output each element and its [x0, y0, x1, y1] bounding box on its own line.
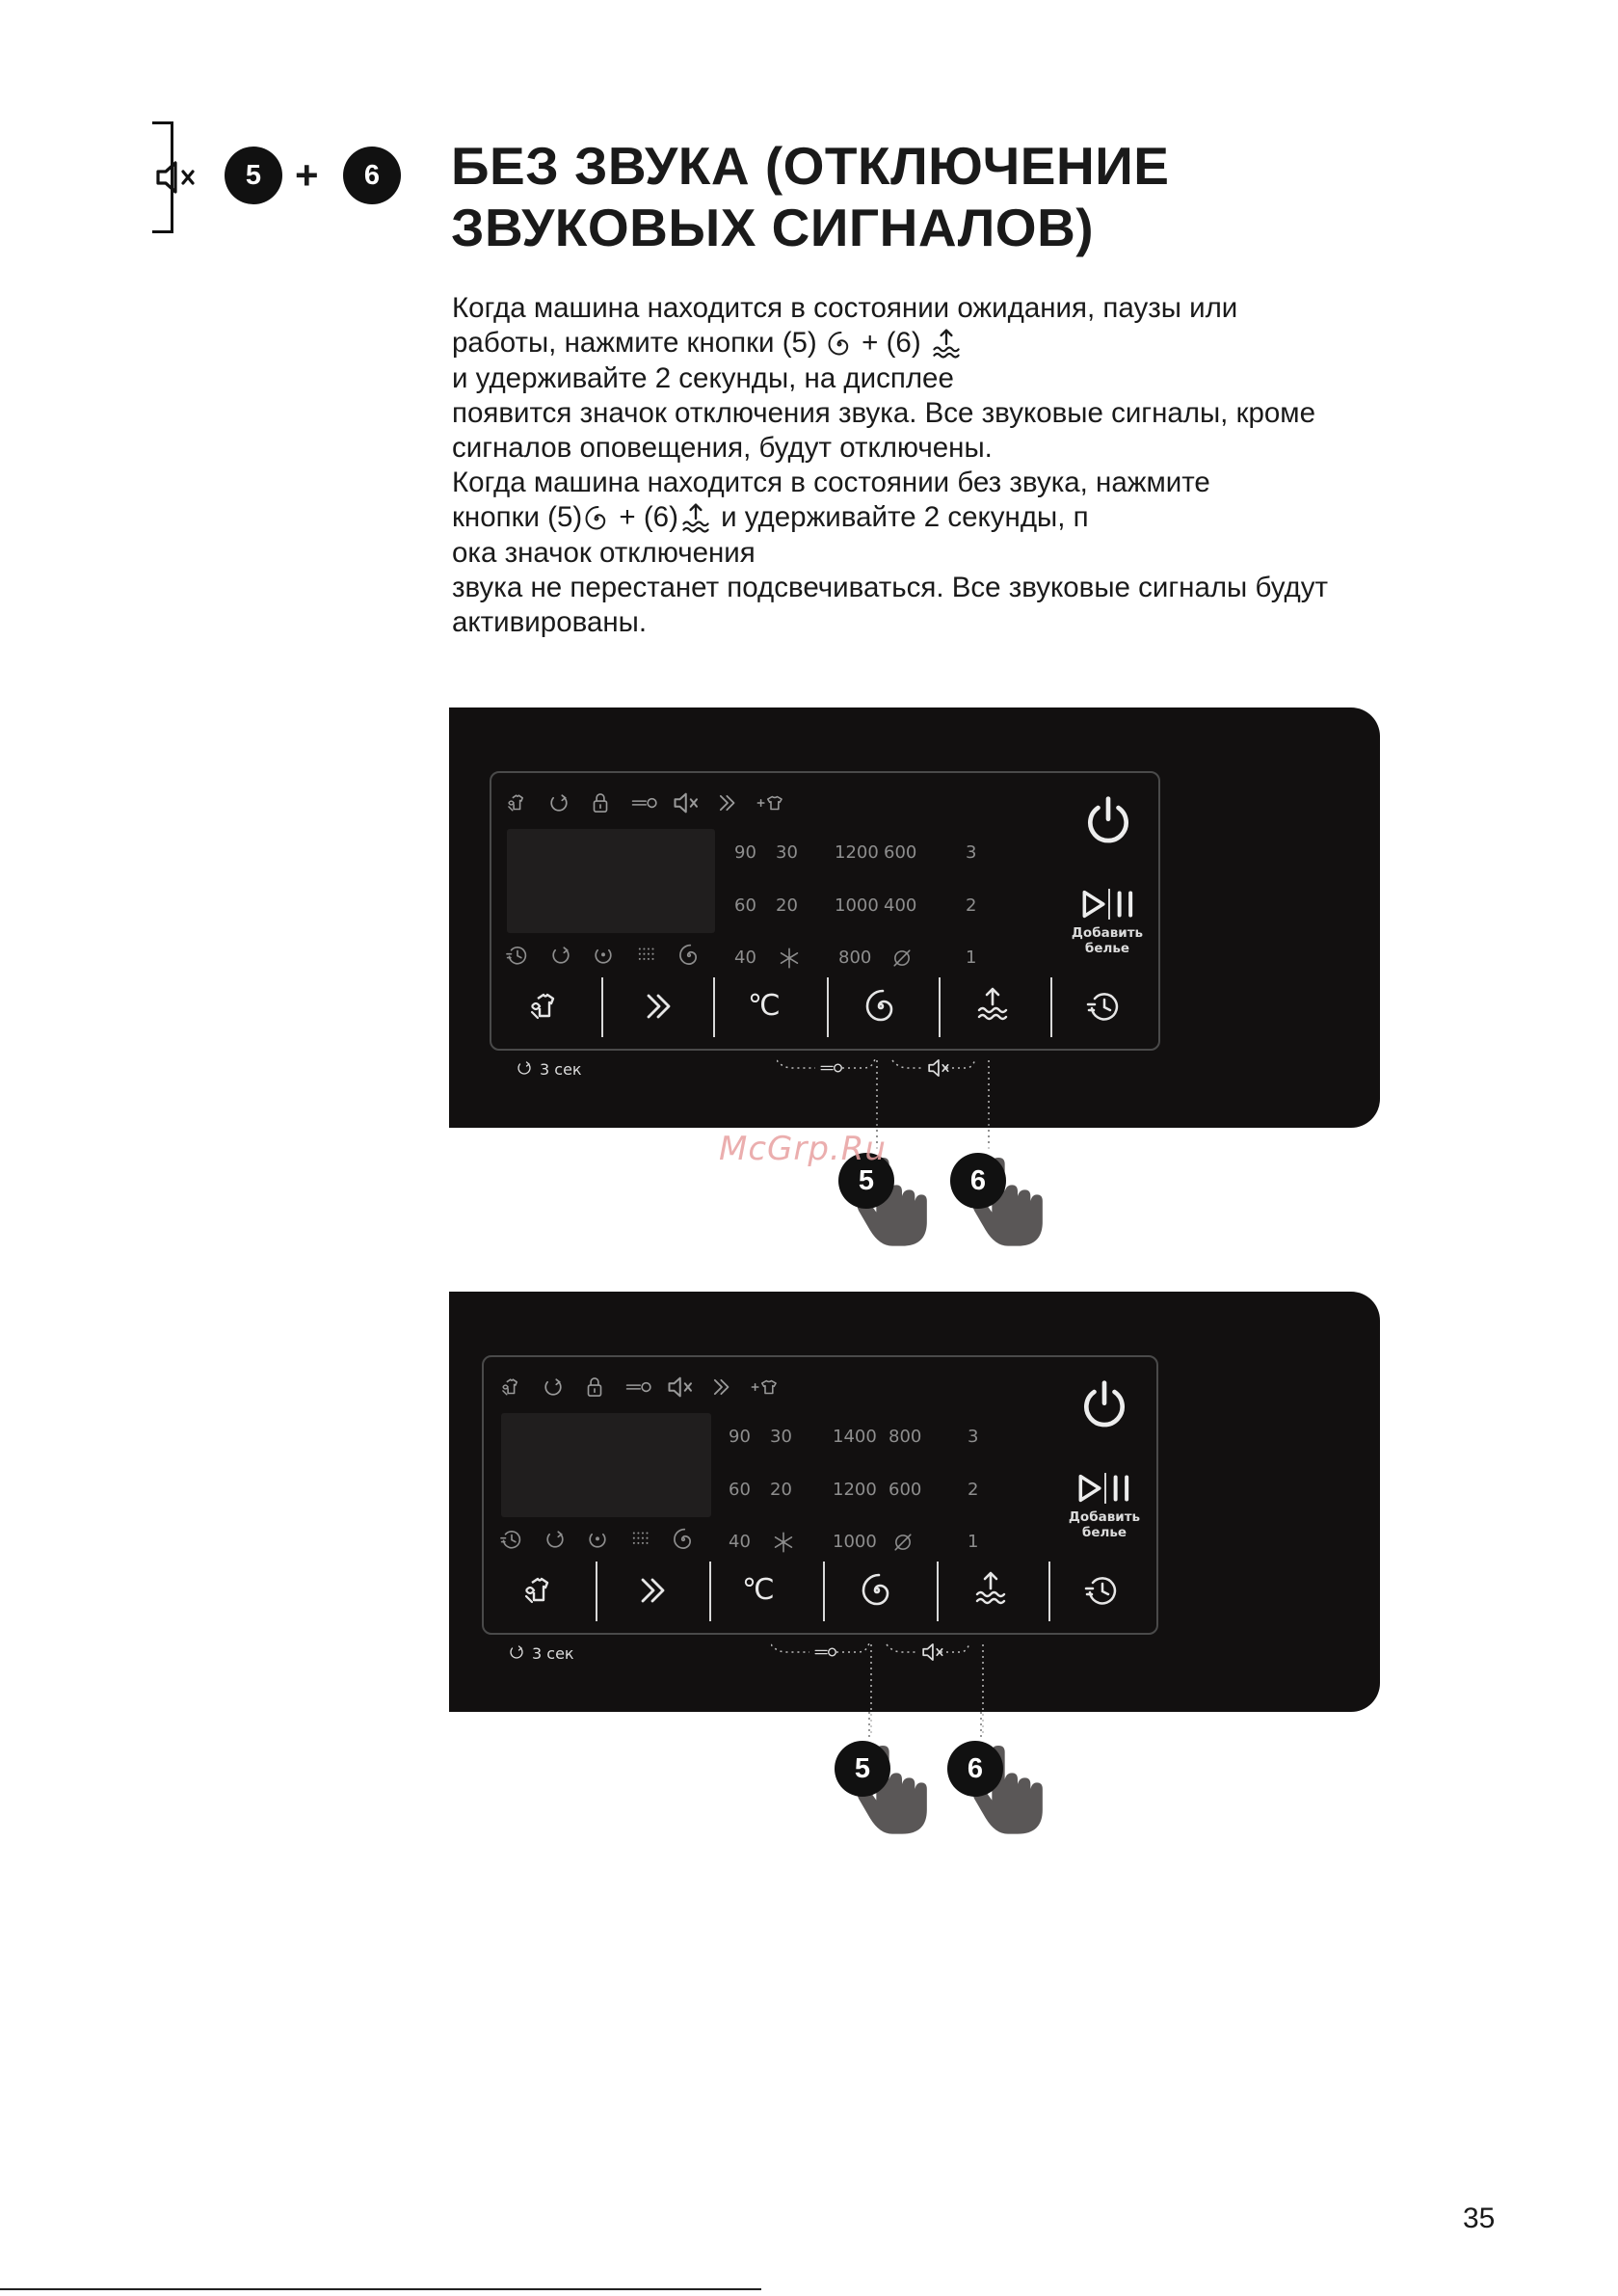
temp-value: 30	[776, 842, 798, 863]
temp-value: 20	[776, 895, 798, 916]
badge-number-6: 6	[343, 147, 401, 204]
cycle-icon	[543, 1527, 568, 1552]
divider	[596, 1562, 597, 1621]
shirt-program-button[interactable]	[526, 987, 565, 1026]
spin-value: 1000	[835, 895, 879, 916]
text-line: и удерживайте 2 секунды, п	[712, 501, 1089, 534]
no-spin-icon	[890, 1530, 915, 1555]
rinse-button-6[interactable]	[971, 1569, 1010, 1608]
guide-continuation	[867, 1118, 1002, 1157]
rinse-value: 3	[968, 1427, 979, 1447]
text-line: сигналов оповещения, будут отключены.	[452, 432, 993, 465]
spin-value: 400	[884, 895, 917, 916]
mute-icon	[921, 1641, 946, 1664]
spiral-icon	[671, 1527, 696, 1552]
text-line: звука не перестанет подсвечиваться. Все звуковые сигналы будут	[452, 572, 1328, 604]
add-label-line: белье	[1081, 1525, 1127, 1540]
mute-icon	[927, 1056, 952, 1080]
mute-icon	[673, 790, 702, 815]
lcd-display	[507, 829, 715, 933]
add-laundry-label	[1049, 925, 1165, 956]
rinse-value: 1	[966, 948, 977, 968]
temp-value: 40	[729, 1532, 751, 1552]
spin-value: 1200	[835, 842, 879, 863]
cycle-icon	[541, 1375, 566, 1400]
snowflake-icon	[777, 946, 802, 971]
shirt-icon	[505, 790, 530, 815]
spin-value: 800	[838, 948, 872, 968]
title-line-1: БЕЗ ЗВУКА (ОТКЛЮЧЕНИЕ	[451, 136, 1170, 196]
rinse-value: 3	[966, 842, 977, 863]
spin-value: 600	[889, 1480, 922, 1500]
cycle-icon	[507, 1642, 526, 1662]
delay-timer-button[interactable]	[1083, 1571, 1122, 1610]
divider	[1050, 977, 1052, 1037]
divider	[939, 977, 941, 1037]
no-spin-icon	[889, 946, 915, 971]
temp-value: 60	[729, 1480, 751, 1500]
finger-number-6: 6	[947, 1741, 1003, 1797]
spiral-icon	[676, 943, 702, 968]
divider	[937, 1562, 939, 1621]
divider	[601, 977, 603, 1037]
options-chevron-button[interactable]	[640, 987, 678, 1026]
chevron-icon	[709, 1375, 734, 1400]
add-label-line: белье	[1084, 941, 1130, 956]
cycle-icon	[546, 790, 571, 815]
text-line	[452, 500, 1435, 536]
spin-value: 1400	[833, 1427, 877, 1447]
finger-number-6: 6	[950, 1153, 1006, 1209]
key-icon	[630, 790, 659, 815]
timer-icon	[505, 943, 530, 968]
rinse-value: 2	[968, 1480, 979, 1500]
spin-value: 1000	[833, 1532, 877, 1552]
text-line: кнопки (5)	[452, 501, 583, 534]
text-line: Когда машина находится в состоянии ожидания, паузы или	[452, 292, 1238, 324]
finger-number-5: 5	[838, 1153, 894, 1209]
divider	[1048, 1562, 1050, 1621]
temp-value: 90	[734, 842, 756, 863]
start-pause-button[interactable]	[1079, 887, 1139, 921]
temp-value: 30	[770, 1427, 792, 1447]
spin-value: 800	[889, 1427, 922, 1447]
text-line: ока значок отключения	[452, 537, 756, 570]
lcd-display	[501, 1413, 711, 1517]
spin-value: 600	[884, 842, 917, 863]
spin-button-5[interactable]	[858, 1571, 896, 1610]
rinse-icon	[929, 327, 964, 361]
text-line: и удерживайте 2 секунды, на дисплее	[452, 362, 954, 395]
rinse-icon	[678, 501, 713, 536]
divider	[827, 977, 829, 1037]
delay-timer-button[interactable]	[1085, 987, 1124, 1026]
page-title	[451, 135, 1415, 258]
text-line	[452, 326, 1435, 361]
power-button[interactable]	[1081, 794, 1135, 848]
start-pause-button[interactable]	[1075, 1471, 1135, 1506]
hold-3-sec-label: 3 сек	[540, 1060, 582, 1079]
cycle-icon	[515, 1058, 534, 1078]
add-garment-icon	[756, 790, 786, 815]
instructions-text	[452, 291, 1435, 640]
child-lock-key-icon	[819, 1056, 844, 1080]
text-line: + (6)	[611, 501, 678, 534]
add-label-line: Добавить	[1071, 925, 1144, 941]
spiral-icon	[825, 330, 854, 359]
watermark: McGrp.Ru	[719, 1130, 887, 1168]
lock-icon	[582, 1375, 607, 1400]
divider	[713, 977, 715, 1037]
power-button[interactable]	[1077, 1378, 1131, 1432]
text-line: появится значок отключения звука. Все звуковые сигналы, кроме	[452, 397, 1315, 430]
key-icon	[624, 1375, 653, 1400]
timer-icon	[499, 1527, 524, 1552]
rinse-value: 1	[968, 1532, 979, 1552]
rinse-value: 2	[966, 895, 977, 916]
page-number: 35	[1463, 2203, 1496, 2234]
text-line: работы, нажмите кнопки (5)	[452, 327, 825, 359]
snowflake-icon	[771, 1530, 796, 1555]
badge-plus: +	[295, 152, 319, 198]
mute-icon	[667, 1375, 696, 1400]
temperature-button[interactable]: ℃	[748, 989, 781, 1023]
spin-value: 1200	[833, 1480, 877, 1500]
dots-icon	[634, 943, 659, 968]
text-line: Когда машина находится в состоянии без звука, нажмите	[452, 467, 1210, 499]
temp-value: 20	[770, 1480, 792, 1500]
temp-value: 60	[734, 895, 756, 916]
hold-3-sec-label: 3 сек	[532, 1644, 574, 1663]
footer-rule	[0, 2288, 761, 2290]
temperature-button[interactable]: ℃	[742, 1573, 775, 1607]
add-garment-icon	[750, 1375, 781, 1400]
divider	[709, 1562, 711, 1621]
mute-icon	[154, 158, 200, 197]
spin-button-5[interactable]	[862, 987, 900, 1026]
control-panel-1	[449, 707, 1380, 1128]
spiral-icon	[582, 504, 611, 533]
options-chevron-button[interactable]	[634, 1571, 673, 1610]
control-panel-2	[449, 1292, 1380, 1712]
cycle-icon	[548, 943, 573, 968]
lock-icon	[588, 790, 613, 815]
text-line: активированы.	[452, 606, 648, 639]
badge-number-5: 5	[225, 147, 282, 204]
text-line: + (6)	[853, 327, 929, 359]
dots-icon	[628, 1527, 653, 1552]
power-dot-icon	[585, 1527, 610, 1552]
temp-value: 40	[734, 948, 756, 968]
finger-number-5: 5	[835, 1741, 890, 1797]
power-dot-icon	[591, 943, 616, 968]
shirt-icon	[499, 1375, 524, 1400]
add-laundry-label	[1047, 1509, 1162, 1540]
rinse-button-6[interactable]	[973, 985, 1012, 1024]
divider	[823, 1562, 825, 1621]
shirt-program-button[interactable]	[520, 1571, 559, 1610]
child-lock-key-icon	[813, 1641, 838, 1664]
temp-value: 90	[729, 1427, 751, 1447]
title-line-2: ЗВУКОВЫХ СИГНАЛОВ)	[451, 198, 1095, 257]
chevron-icon	[715, 790, 740, 815]
add-label-line: Добавить	[1068, 1509, 1141, 1525]
